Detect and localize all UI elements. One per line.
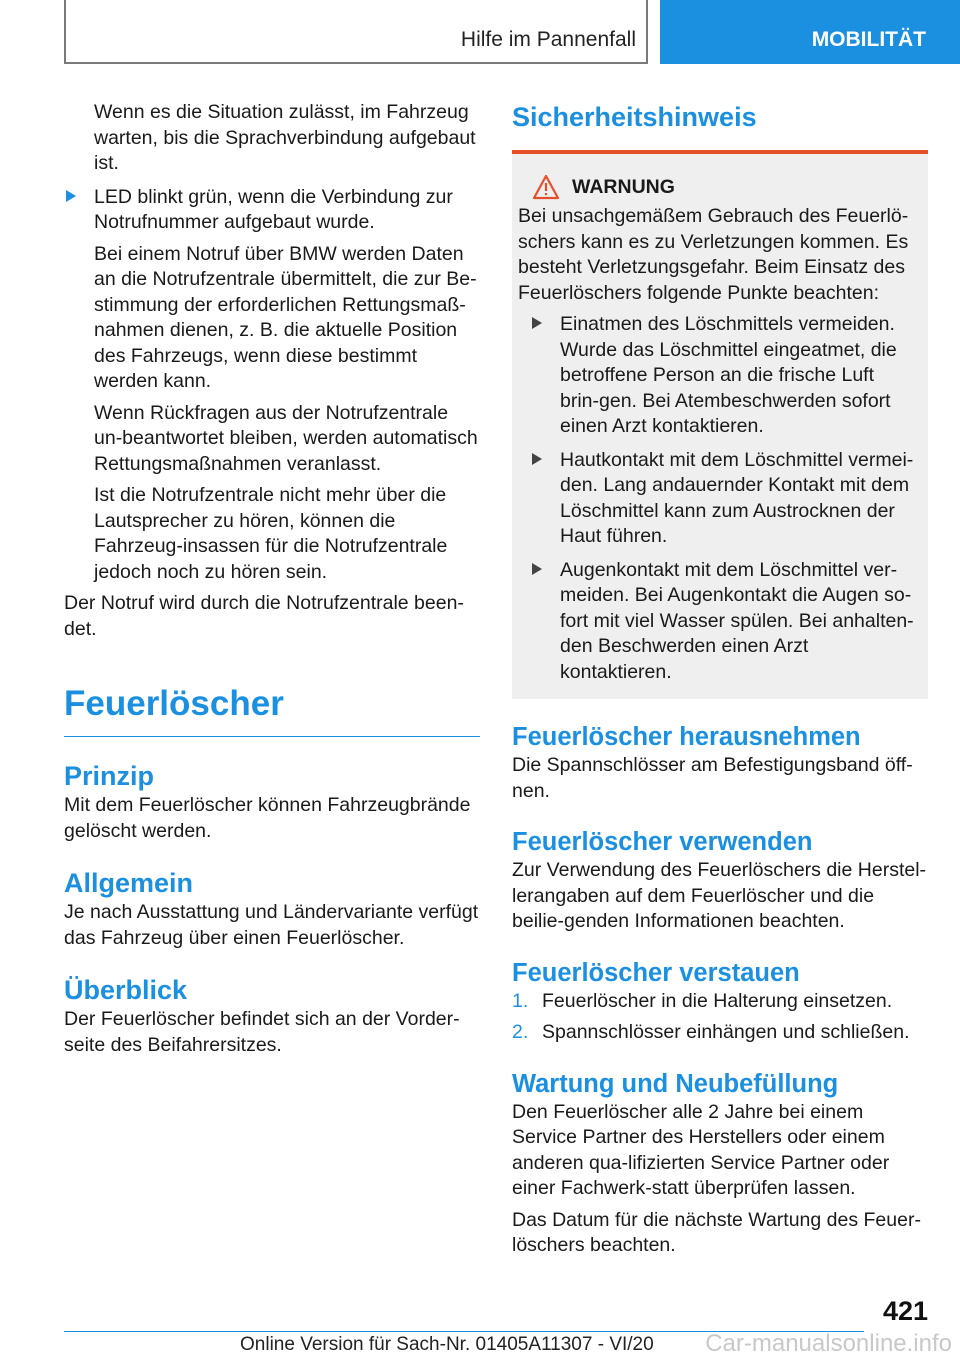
step-number: 2. (512, 1021, 529, 1043)
bullet-triangle-icon (532, 317, 542, 329)
warning-item-text: Hautkontakt mit dem Löschmittel vermei-den. Lang andauernder Kontakt mit dem Löschmittel kann zum Austrocknen der Haut führen. (560, 448, 914, 547)
heading-wartung: Wartung und Neubefüllung (512, 1069, 839, 1098)
herausnehmen-text: Die Spannschlösser am Befestigungsband öff-nen. (512, 754, 913, 802)
allgemein-text: Je nach Ausstattung und Ländervariante verfügt das Fahrzeug über einen Feuerlöscher. (64, 901, 479, 949)
heading-sicherheitshinweis: Sicherheitshinweis (512, 102, 757, 132)
heading-verwenden: Feuerlöscher verwenden (512, 828, 813, 856)
led-bullet-item (64, 185, 480, 236)
end-call-paragraph: Der Notruf wird durch die Notrufzentrale been-det. (64, 592, 464, 640)
speaker-paragraph: Ist die Notrufzentrale nicht mehr über die Lautsprecher zu hören, können die Fahrzeug-insassen für die Notrufzentrale jedoch noch zu hören sein. (94, 484, 448, 583)
right-column (512, 100, 928, 1259)
bullet-triangle-icon (66, 190, 76, 202)
step-text: Feuerlöscher in die Halterung einsetzen. (542, 989, 893, 1012)
heading-verstauen: Feuerlöscher verstauen (512, 958, 800, 987)
watermark: Car-manualsonline.info (705, 1330, 952, 1357)
bullet-triangle-icon (532, 453, 542, 465)
heading-prinzip: Prinzip (64, 761, 155, 791)
warning-header (518, 174, 916, 200)
heading-ueberblick: Überblick (64, 975, 188, 1005)
wartung-date-text: Das Datum für die nächste Wartung des Feuer-löschers beachten. (512, 1208, 921, 1256)
section-title-feuerloescher: Feuerlöscher (64, 682, 480, 737)
unanswered-paragraph: Wenn Rückfragen aus der Notrufzentrale un-beantwortet bleiben, werden automatisch Rettungsmaßnahmen veranlasst. (94, 401, 478, 475)
ueberblick-text: Der Feuerlöscher befindet sich an der Vorder-seite des Beifahrersitzes. (64, 1008, 460, 1056)
warning-item-text: Augenkontakt mit dem Löschmittel ver-meiden. Bei Augenkontakt die Augen so-fort mit viel Wasser spülen. Bei anhalten-den Beschwerden einen Arzt kontaktieren. (560, 558, 914, 683)
wartung-text: Den Feuerlöscher alle 2 Jahre bei einem Service Partner des Herstellers oder einem anderen qua-lifizierten Service Partner oder einer Fachwerk-statt überprüfen lassen. (512, 1100, 890, 1199)
warning-list-item (530, 448, 916, 550)
stow-step (512, 1020, 928, 1046)
warning-triangle-icon (532, 174, 560, 200)
left-column (64, 100, 480, 1058)
page-number: 421 (882, 1296, 928, 1326)
step-number: 1. (512, 989, 529, 1012)
bullet-triangle-icon (532, 563, 542, 575)
warning-label: WARNUNG (572, 175, 675, 198)
warning-box (512, 154, 928, 699)
warning-list-item (530, 312, 916, 440)
heading-allgemein: Allgemein (64, 868, 194, 898)
header-section-title: Hilfe im Pannenfall (460, 28, 636, 51)
data-transfer-paragraph: Bei einem Notruf über BMW werden Daten an die Notrufzentrale übermittelt, die zur Be-stimmung der erforderlichen Rettungsmaß-nahmen dienen, z. B. die aktuelle Position des Fahrzeugs, wenn diese bestimmt werden kann. (94, 242, 477, 392)
led-bullet-text: LED blinkt grün, wenn die Verbindung zur Notrufnummer aufgebaut wurde. (94, 185, 453, 233)
prinzip-text: Mit dem Feuerlöscher können Fahrzeugbrände gelöscht werden. (64, 794, 471, 842)
header-chapter-tab: MOBILITÄT (660, 0, 960, 64)
warning-item-text: Einatmen des Löschmittels vermeiden. Wurde das Löschmittel eingeatmet, die betroffene Person an die frische Luft brin-gen. Bei Atembeschwerden sofort einen Arzt kontaktieren. (560, 313, 897, 437)
warning-text: Bei unsachgemäßem Gebrauch des Feuerlö-schers kann es zu Verletzungen kommen. Es besteht Verletzungsgefahr. Beim Einsatz des Feuerlöschers folgende Punkte beachten: (518, 205, 909, 304)
warning-list (518, 312, 916, 685)
intro-paragraph: Wenn es die Situation zulässt, im Fahrzeug warten, bis die Sprachverbindung aufgebaut ist. (94, 101, 476, 174)
warning-list-item (530, 558, 916, 686)
heading-herausnehmen: Feuerlöscher herausnehmen (512, 723, 861, 751)
stow-step (512, 989, 928, 1015)
verwenden-text: Zur Verwendung des Feuerlöschers die Herstel-lerangaben auf dem Feuerlöscher und die beilie-genden Informationen beachten. (512, 859, 927, 932)
footer-online-version: Online Version für Sach-Nr. 01405A11307 - VI/20 (240, 1334, 654, 1355)
step-text: Spannschlösser einhängen und schließen. (542, 1021, 910, 1043)
